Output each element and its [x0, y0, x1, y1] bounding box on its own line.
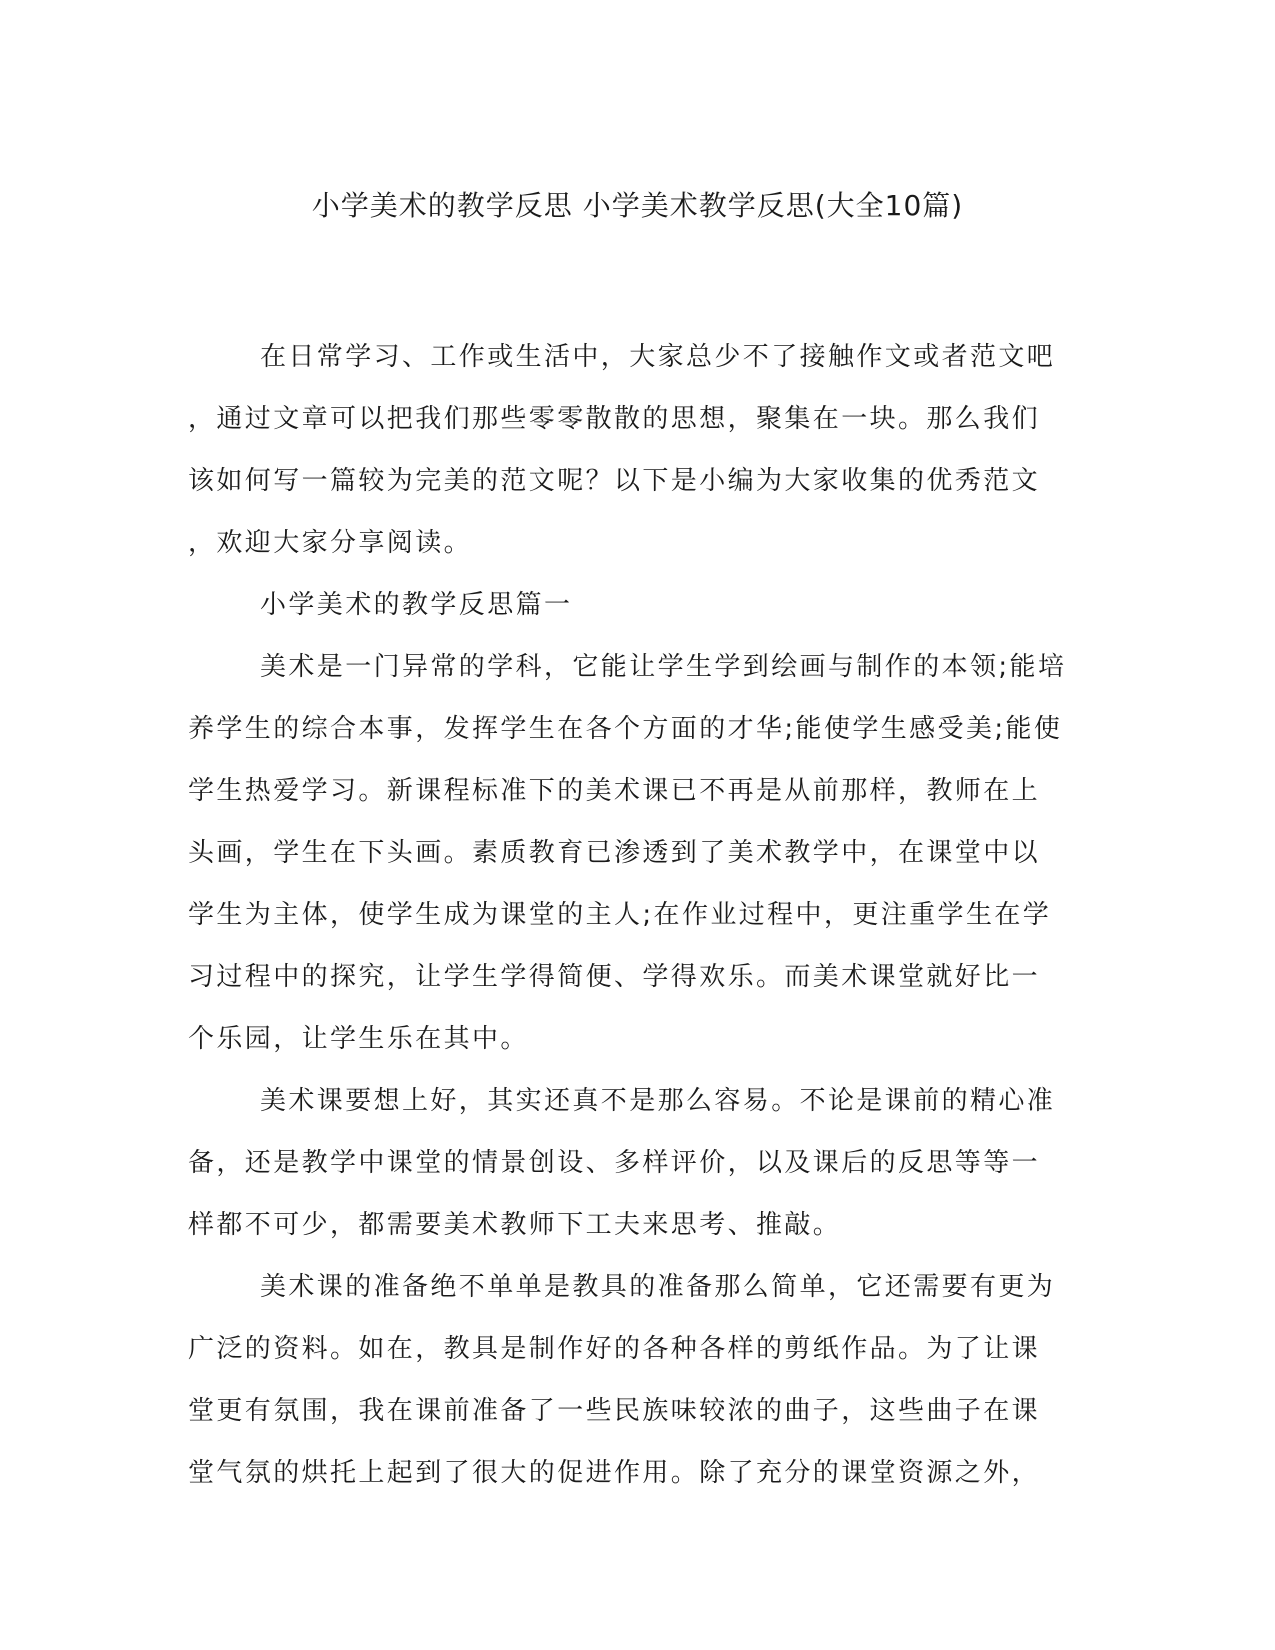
text-line: 备，还是教学中课堂的情景创设、多样评价，以及课后的反思等等一 [188, 1148, 1041, 1178]
text-line: 该如何写一篇较为完美的范文呢？以下是小编为大家收集的优秀范文 [188, 466, 1041, 496]
text-line: 学生为主体，使学生成为课堂的主人;在作业过程中，更注重学生在学 [188, 900, 1052, 930]
document-title: 小学美术的教学反思 小学美术教学反思(大全10篇) [311, 189, 964, 222]
text-line: 美术课要想上好，其实还真不是那么容易。不论是课前的精心准 [260, 1086, 1056, 1116]
text-line: 养学生的综合本事，发挥学生在各个方面的才华;能使学生感受美;能使 [188, 714, 1063, 744]
text-line: 堂气氛的烘托上起到了很大的促进作用。除了充分的课堂资源之外， [188, 1458, 1041, 1488]
text-line: 在日常学习、工作或生活中，大家总少不了接触作文或者范文吧 [260, 342, 1056, 372]
text-line: 习过程中的探究，让学生学得简便、学得欢乐。而美术课堂就好比一 [188, 962, 1041, 992]
text-line: 样都不可少，都需要美术教师下工夫来思考、推敲。 [188, 1210, 842, 1240]
text-line: ，通过文章可以把我们那些零零散散的思想，聚集在一块。那么我们 [188, 404, 1041, 434]
document-body [188, 326, 1088, 1504]
text-line: 美术是一门异常的学科，它能让学生学到绘画与制作的本领;能培 [260, 652, 1067, 682]
text-line: 堂更有氛围，我在课前准备了一些民族味较浓的曲子，这些曲子在课 [188, 1396, 1041, 1426]
text-line: 个乐园，让学生乐在其中。 [188, 1024, 529, 1054]
text-line: 广泛的资料。如在，教具是制作好的各种各样的剪纸作品。为了让课 [188, 1334, 1041, 1364]
text-line: 头画，学生在下头画。素质教育已渗透到了美术教学中，在课堂中以 [188, 838, 1041, 868]
section-heading: 小学美术的教学反思篇一 [260, 590, 573, 620]
text-line: ，欢迎大家分享阅读。 [188, 528, 473, 558]
text-line: 美术课的准备绝不单单是教具的准备那么简单，它还需要有更为 [260, 1272, 1056, 1302]
text-line: 学生热爱学习。新课程标准下的美术课已不再是从前那样，教师在上 [188, 776, 1041, 806]
